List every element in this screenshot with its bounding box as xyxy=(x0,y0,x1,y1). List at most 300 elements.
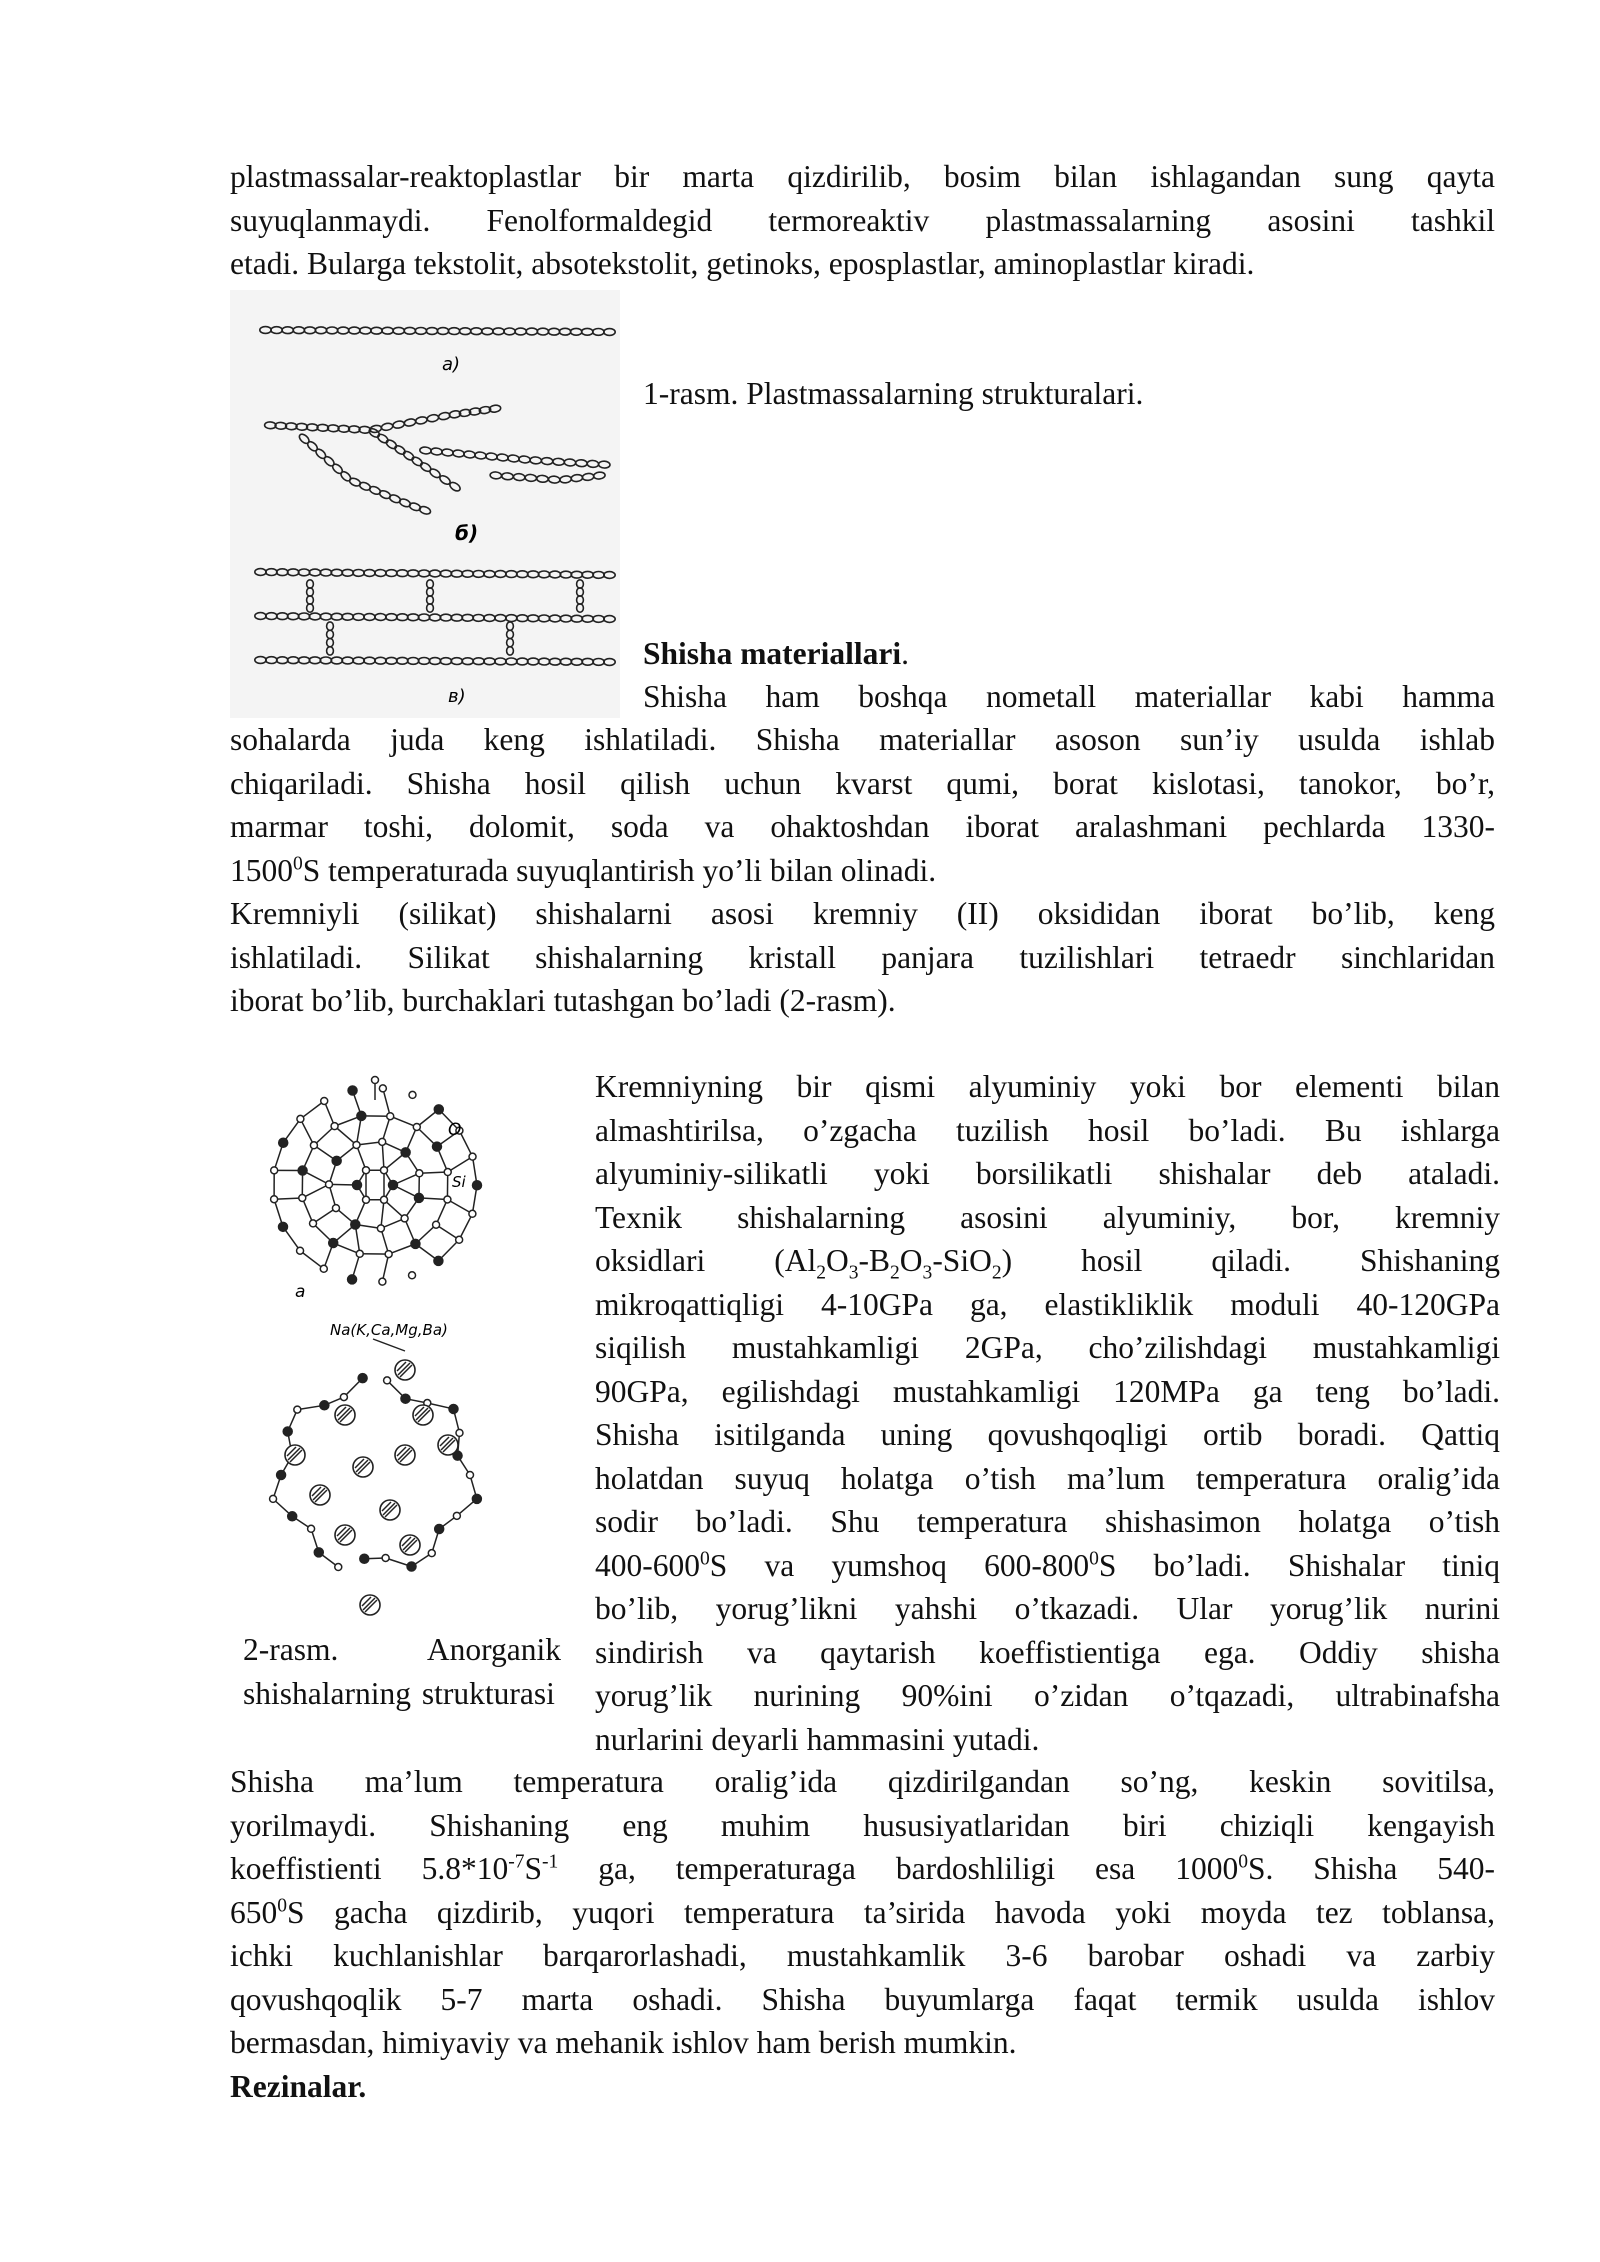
bond xyxy=(448,1157,473,1172)
chain-link xyxy=(593,615,604,622)
atom xyxy=(299,1194,306,1201)
bond xyxy=(300,1101,324,1119)
chain-link xyxy=(376,433,389,445)
chain-link xyxy=(339,470,352,483)
chain-link xyxy=(549,571,560,578)
atom xyxy=(348,1275,357,1284)
chain-link xyxy=(484,658,495,665)
chain-link xyxy=(593,328,604,335)
chain-link xyxy=(287,569,298,576)
chain-link xyxy=(527,571,538,578)
atom xyxy=(409,1272,416,1279)
chain-link xyxy=(277,657,288,664)
chain-link xyxy=(577,604,584,612)
chain-link xyxy=(451,658,462,665)
chain-link xyxy=(537,328,548,335)
chain-link xyxy=(537,475,549,483)
chain-link xyxy=(426,328,437,335)
chain-link xyxy=(502,473,514,481)
chain-link xyxy=(486,453,498,461)
atom xyxy=(288,1512,297,1521)
chain-link xyxy=(429,658,440,665)
chain-link xyxy=(604,659,615,666)
chain-link xyxy=(484,615,495,622)
chain-link xyxy=(407,570,418,577)
chain-link xyxy=(381,422,393,431)
chain-link xyxy=(560,615,571,622)
text-line: koeffistienti $5.8*10^{-7}S^{-1}$ ga, temperaturaga bardoshliligi esa 1000$^0$S. Shisha 540- xyxy=(230,1851,1495,1886)
chain-link xyxy=(353,613,364,620)
chain-link xyxy=(582,615,593,622)
text-line: suyuqlanmaydi. Fenolformaldegid termoreaktiv plastmassalarning asosini tashkil xyxy=(230,202,1495,238)
chain-link xyxy=(375,614,386,621)
atom xyxy=(444,1169,451,1176)
section-heading-glass xyxy=(643,632,909,676)
chain-link xyxy=(429,614,440,621)
atom xyxy=(279,1138,288,1147)
chain-link xyxy=(342,657,353,664)
chain-link xyxy=(420,447,432,455)
atom xyxy=(428,1550,435,1557)
chain-link xyxy=(471,328,482,335)
chain-link xyxy=(298,613,309,620)
chain-link xyxy=(397,657,408,664)
chain-link xyxy=(525,474,537,482)
atom xyxy=(401,1394,410,1403)
chain-link xyxy=(418,657,429,664)
chain-link xyxy=(418,505,431,515)
chain-link xyxy=(306,440,319,453)
chain-link xyxy=(560,475,572,483)
chain-link xyxy=(326,327,337,334)
chain-link xyxy=(571,615,582,622)
atom xyxy=(434,1105,443,1114)
atom xyxy=(401,1148,410,1157)
chain-link xyxy=(506,615,517,622)
atom xyxy=(409,1091,416,1098)
text-line: mikroqattiqligi 4-10GPa ga, elastikliklik moduli 40-120GPa xyxy=(595,1286,1500,1322)
chain-link xyxy=(331,462,344,475)
chain-link xyxy=(548,476,560,484)
atom xyxy=(435,1525,444,1534)
chain-link xyxy=(307,580,314,588)
chain-link xyxy=(560,658,571,665)
heading-text: Shisha materiallari xyxy=(643,636,902,671)
chain-link xyxy=(575,459,587,467)
atom xyxy=(351,1220,360,1229)
right-column-text xyxy=(595,1065,1500,1761)
temp-line: $400-600^0S$ va yumshoq $600-800^0S$ bo’ladi. Shishalar tiniq xyxy=(595,1547,1501,1583)
bond xyxy=(459,1214,472,1240)
text-line: bo’lib, yorug’likni yahshi o’tkazadi. Ular yorug’lik nurini xyxy=(595,1591,1500,1626)
glass-first-line xyxy=(643,675,1495,719)
chain-link xyxy=(564,459,576,467)
chain-link xyxy=(495,615,506,622)
atom xyxy=(433,1221,440,1228)
chain-link xyxy=(453,450,465,458)
chain-link xyxy=(587,460,599,468)
chain-link xyxy=(277,613,288,620)
atom xyxy=(314,1548,323,1557)
chain-link xyxy=(493,328,504,335)
label-ions: Na(K,Ca,Mg,Ba) xyxy=(330,1321,448,1339)
chain-link xyxy=(604,616,615,623)
chain-link xyxy=(304,327,315,334)
text-line: alyuminiy-silikatli yoki borsilikatli shishalar deb ataladi. xyxy=(595,1156,1500,1191)
figure2-caption xyxy=(243,1628,561,1715)
chain-link xyxy=(519,456,531,464)
section-heading-rubber: Rezinalar. xyxy=(230,2069,367,2104)
chain-link xyxy=(517,571,528,578)
chain-link xyxy=(392,420,404,429)
chain-link xyxy=(309,657,320,664)
atom xyxy=(335,1564,342,1571)
chain-link xyxy=(407,657,418,664)
chain-link xyxy=(473,614,484,621)
bond xyxy=(382,1142,384,1170)
atom xyxy=(320,1265,327,1272)
bond xyxy=(300,1251,324,1269)
chain-link xyxy=(331,613,342,620)
chain-link xyxy=(582,473,594,481)
chain-link xyxy=(307,604,314,612)
chain-link xyxy=(440,658,451,665)
chain-link xyxy=(507,630,514,638)
text-line: $650^0S$ gacha qizdirib, yuqori temperatura ta’sirida havoda yoki moyda tez toblansa, xyxy=(230,1894,1495,1930)
chain-link xyxy=(577,580,584,588)
chain-link xyxy=(571,474,583,482)
chain-link xyxy=(538,615,549,622)
atom xyxy=(372,1077,379,1084)
chain-link xyxy=(451,570,462,577)
chain-link xyxy=(448,481,461,493)
chain-link xyxy=(407,614,418,621)
atom xyxy=(298,1166,307,1175)
atom xyxy=(379,1278,386,1285)
text-line: holatdan suyuq holatga o’tish ma’lum temperatura oralig’ida xyxy=(595,1460,1500,1496)
chain-link xyxy=(287,657,298,664)
label-silicon: Si xyxy=(452,1173,466,1191)
chain-link xyxy=(527,615,538,622)
chain-link xyxy=(442,449,454,457)
atom xyxy=(283,1427,292,1436)
caption-text: 2-rasm. Anorganik shishalarning strukturasi xyxy=(243,1632,561,1711)
atom xyxy=(469,1210,476,1217)
chain-link xyxy=(571,571,582,578)
chain-link xyxy=(415,416,427,425)
chain-link xyxy=(577,588,584,596)
chain-link xyxy=(462,614,473,621)
figure1-caption: 1-rasm. Plastmassalarning strukturalari. xyxy=(643,376,1144,411)
atom xyxy=(329,1239,338,1248)
text-line: Kremniyli (silikat) shishalarni asosi kremniy (II) oksididan iborat bo’lib, keng xyxy=(230,896,1495,931)
chain-link xyxy=(549,658,560,665)
chain-link xyxy=(484,571,495,578)
chain-link xyxy=(353,657,364,664)
chain-link xyxy=(517,658,528,665)
chain-link xyxy=(393,444,406,456)
chain-link xyxy=(497,454,509,462)
atom xyxy=(456,1236,463,1243)
atom xyxy=(381,1167,388,1174)
label-oxygen: O xyxy=(448,1120,462,1140)
glass-network-drawing xyxy=(255,1075,500,1625)
atom xyxy=(444,1196,451,1203)
atom xyxy=(449,1404,458,1413)
chain-link xyxy=(431,448,443,456)
chain-link xyxy=(427,588,434,596)
atom xyxy=(360,1554,369,1563)
chain-link xyxy=(404,418,416,427)
atom xyxy=(320,1401,329,1410)
chain-link xyxy=(385,438,398,450)
chain-link xyxy=(560,571,571,578)
formula-line: oksidlari $(Al_2O_3-B_2O_3-SiO_2)$ hosil qiladi. Shishaning xyxy=(595,1243,1500,1284)
chain-link xyxy=(451,614,462,621)
chain-link xyxy=(530,457,542,465)
chain-link xyxy=(397,614,408,621)
chain-link xyxy=(315,327,326,334)
text-line: Shisha isitilganda uning qovushqoqligi ortib boradi. Qattiq xyxy=(595,1417,1500,1452)
bond xyxy=(335,1126,357,1145)
bond xyxy=(381,1200,384,1229)
chain-link xyxy=(360,327,371,334)
bond xyxy=(383,1088,390,1116)
atom xyxy=(385,1251,392,1258)
chain-link xyxy=(504,328,515,335)
chain-link xyxy=(277,569,288,576)
chain-link xyxy=(593,658,604,665)
atom xyxy=(348,1086,357,1095)
atom xyxy=(407,1562,416,1571)
chain-link xyxy=(427,580,434,588)
chain-link xyxy=(364,657,375,664)
chain-link xyxy=(353,569,364,576)
bond xyxy=(419,1172,447,1173)
chain-link xyxy=(593,571,604,578)
chain-link xyxy=(371,327,382,334)
text-line: yorilmaydi. Shishaning eng muhim hususiyatlaridan biri chiziqli kengayish xyxy=(230,1807,1495,1843)
chain-link xyxy=(549,615,560,622)
chain-link xyxy=(331,657,342,664)
atom xyxy=(356,1250,363,1257)
chain-link xyxy=(327,622,334,630)
atom xyxy=(416,1170,423,1177)
chain-link xyxy=(402,450,415,462)
chain-link xyxy=(255,657,266,664)
text-line: chiqariladi. Shisha hosil qilish uchun kvarst qumi, borat kislotasi, tanokor, bo’r, xyxy=(230,765,1495,801)
bond xyxy=(302,1184,329,1198)
atom xyxy=(456,1429,463,1436)
text-line: Shisha ma’lum temperatura oralig’ida qizdirilgandan so’ng, keskin sovitilsa, xyxy=(230,1764,1495,1799)
atom xyxy=(331,1123,338,1130)
chain-link xyxy=(255,613,266,620)
atom xyxy=(387,1113,394,1120)
chain-link xyxy=(327,630,334,638)
text-line: nurlarini deyarli hammasini yutadi. xyxy=(595,1721,1040,1757)
atom xyxy=(326,1181,333,1188)
bond xyxy=(300,1119,314,1145)
chain-link xyxy=(541,457,553,465)
text-line: plastmassalar-reaktoplastlar bir marta qizdirilib, bosim bilan ishlagandan sung qayta xyxy=(230,159,1495,194)
chain-link xyxy=(582,328,593,335)
chain-link xyxy=(307,596,314,604)
atom xyxy=(308,1525,315,1532)
chain-link xyxy=(482,328,493,335)
text-line: 90GPa, egilishdagi mustahkamligi 120MPa ga teng bo’ladi. xyxy=(595,1373,1500,1409)
bond xyxy=(447,1199,472,1213)
chain-link xyxy=(266,613,277,620)
chain-link xyxy=(515,328,526,335)
chain-link xyxy=(320,657,331,664)
atom xyxy=(294,1406,301,1413)
atom xyxy=(321,1097,328,1104)
text-line: ishlatiladi. Silikat shishalarning kristall panjara tuzilishlari tetraedr sinchlaridan xyxy=(230,939,1495,975)
chain-link xyxy=(526,328,537,335)
chain-link xyxy=(464,451,476,459)
chain-link xyxy=(440,570,451,577)
chain-link xyxy=(382,327,393,334)
chain-link xyxy=(582,658,593,665)
text-line: yorug’lik nurining 90%ini o’zidan o’tqazadi, ultrabinafsha xyxy=(595,1678,1500,1713)
chain-link xyxy=(266,657,277,664)
chain-link xyxy=(598,461,610,469)
chain-link xyxy=(293,327,304,334)
atom xyxy=(401,1215,408,1222)
chain-link xyxy=(282,327,293,334)
text-line: etadi. Bularga tekstolit, absotekstolit, getinoks, eposplastlar, aminoplastlar kiradi. xyxy=(230,246,1255,281)
atom xyxy=(389,1181,398,1190)
chain-link xyxy=(415,327,426,334)
atom xyxy=(381,1196,388,1203)
chain-link xyxy=(437,328,448,335)
chain-link xyxy=(298,432,311,445)
atom xyxy=(377,1225,384,1232)
chain-link xyxy=(473,570,484,577)
atom xyxy=(278,1222,287,1231)
chain-link xyxy=(582,571,593,578)
atom xyxy=(469,1153,476,1160)
atom xyxy=(297,1247,304,1254)
chain-link xyxy=(508,455,520,463)
atom xyxy=(434,1256,443,1265)
text-line: sodir bo’ladi. Shu temperatura shishasimon holatga o’tish xyxy=(595,1504,1500,1539)
chain-link xyxy=(410,455,423,467)
atom xyxy=(363,1196,370,1203)
figure-glass-structure xyxy=(255,1075,500,1625)
chain-link xyxy=(342,613,353,620)
atom xyxy=(277,1471,286,1480)
chain-link xyxy=(506,658,517,665)
label-v: в) xyxy=(448,686,466,707)
chain-link xyxy=(473,658,484,665)
chain-link xyxy=(364,570,375,577)
chain-link xyxy=(495,571,506,578)
atom xyxy=(310,1220,317,1227)
chain-link xyxy=(323,455,336,468)
chain-link xyxy=(331,569,342,576)
chain-link xyxy=(260,327,271,334)
atom xyxy=(353,1181,362,1190)
figure-plastic-structures xyxy=(230,290,620,718)
chain-link xyxy=(559,328,570,335)
chain-link xyxy=(462,658,473,665)
chain-link xyxy=(418,570,429,577)
chain-link xyxy=(427,596,434,604)
glass-paragraph xyxy=(230,718,1495,1023)
chain-link xyxy=(327,638,334,646)
text-line: qovushqoqlik 5-7 marta oshadi. Shisha buyumlarga faqat termik usulda ishlov xyxy=(230,1981,1495,2017)
chain-link xyxy=(307,588,314,596)
chain-link xyxy=(320,569,331,576)
chain-link xyxy=(571,658,582,665)
atom xyxy=(467,1472,474,1479)
bond xyxy=(390,1116,417,1127)
atom xyxy=(271,1167,278,1174)
atom xyxy=(379,1085,386,1092)
atom xyxy=(332,1205,339,1212)
chain-link xyxy=(459,328,470,335)
text-line: siqilish mustahkamligi 2GPa, cho’zilishdagi mustahkamligi xyxy=(595,1330,1500,1365)
atom xyxy=(340,1394,347,1401)
atom xyxy=(271,1196,278,1203)
chain-link xyxy=(327,647,334,655)
chain-link xyxy=(553,458,565,466)
text-line: Shisha ham boshqa nometall materiallar kabi hamma xyxy=(643,679,1495,714)
atom xyxy=(413,1123,420,1130)
atom xyxy=(432,1142,441,1151)
chain-link xyxy=(506,571,517,578)
chain-link xyxy=(440,614,451,621)
chain-link xyxy=(438,412,450,421)
label-a: a) xyxy=(442,354,461,375)
chain-link xyxy=(386,614,397,621)
text-line: 1500$^0$S temperaturada suyuqlantirish yo’li bilan olinadi. xyxy=(230,852,937,888)
chain-link xyxy=(271,327,282,334)
atom xyxy=(379,1138,386,1145)
chain-link xyxy=(427,414,439,423)
atom xyxy=(382,1554,389,1561)
chain-link xyxy=(593,472,605,480)
chain-link xyxy=(397,570,408,577)
atom xyxy=(453,1512,460,1519)
atom xyxy=(353,1141,360,1148)
chain-link xyxy=(577,596,584,604)
label-a: a xyxy=(295,1282,306,1302)
chain-link xyxy=(495,658,506,665)
polymer-chain-drawing xyxy=(230,290,620,718)
chain-link xyxy=(604,329,615,336)
atom xyxy=(472,1181,481,1190)
chain-link xyxy=(527,658,538,665)
chain-link xyxy=(309,569,320,576)
atom xyxy=(411,1239,420,1248)
chain-link xyxy=(298,657,309,664)
chain-link xyxy=(266,569,277,576)
chain-link xyxy=(298,569,309,576)
text-line: sohalarda juda keng ishlatiladi. Shisha materiallar asoson sun’iy usulda ishlab xyxy=(230,722,1495,757)
text-line: Kremniyning bir qismi alyuminiy yoki bor elementi bilan xyxy=(595,1069,1500,1104)
chain-link xyxy=(507,622,514,630)
chain-link xyxy=(364,614,375,621)
chain-link xyxy=(386,657,397,664)
chain-link xyxy=(507,647,514,655)
chain-link xyxy=(393,327,404,334)
heading-punct: . xyxy=(901,636,909,671)
chain-link xyxy=(429,570,440,577)
chain-link xyxy=(475,452,487,460)
text-line: ichki kuchlanishlar barqarorlashadi, mustahkamlik 3-6 barobar oshadi va zarbiy xyxy=(230,1938,1495,1973)
